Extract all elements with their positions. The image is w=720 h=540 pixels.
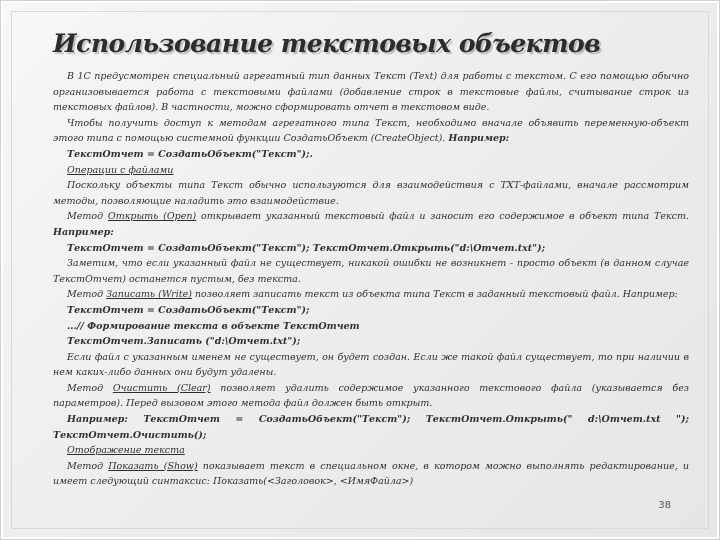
code-token: ТекстОтчет <box>143 414 220 426</box>
paragraph-file-create-note: Если файл с указанным именем не существует, он будет создан. Если же такой файл существует, то при наличии в нем каких-либо данных они будут удалены. <box>53 351 689 379</box>
code-token: = <box>235 414 244 426</box>
code-line: ТекстОтчет = СоздатьОбъект("Текст"); <box>67 304 310 316</box>
section-heading-file-operations: Операции с файлами <box>67 164 174 176</box>
slide-body <box>53 69 689 490</box>
code-line: ТекстОтчет = СоздатьОбъект("Текст"); ТекстОтчет.Открыть("d:\Отчет.txt"); <box>67 242 546 254</box>
method-clear-link: Очистить (Clear) <box>112 382 211 394</box>
code-token: d:\Отчет.txt <box>587 414 661 426</box>
code-line: ТекстОтчет.Очистить(); <box>53 429 207 441</box>
section-heading-text-display: Отображение текста <box>67 445 185 457</box>
paragraph-text: Метод <box>67 211 108 223</box>
paragraph-open-method <box>53 209 689 240</box>
paragraph-text: Чтобы получить доступ к методам агрегатного типа Текст, необходимо вначале объявить переменную-объект этого типа с помощью системной функции СоздатьОбъект (CreateObject). <box>53 117 689 145</box>
example-label: Например: <box>448 133 510 145</box>
code-line: ТекстОтчет.Записать ("d:\Отчет.txt"); <box>67 336 301 348</box>
example-label: Например: <box>53 226 114 238</box>
paragraph-empty-object-note: Заметим, что если указанный файл не существует, никакой ошибки не возникнет - просто объект (в данном случае ТекстОтчет) останется пустым, без текста. <box>53 258 689 285</box>
page-number: 38 <box>658 500 671 511</box>
paragraph-create-object <box>53 116 689 147</box>
paragraph-write-method <box>53 287 689 303</box>
paragraph-text-objects: Поскольку объекты типа Текст обычно используются для взаимодействия с ТХТ-файлами, вначале рассмотрим методы, позволяющие наладить это взаимодействие. <box>53 180 689 207</box>
paragraph-show-method <box>53 459 689 490</box>
code-line: ...// Формирование текста в объекте ТекстОтчет <box>67 320 360 332</box>
slide-title: Использование текстовых объектов <box>53 29 601 58</box>
method-open-link: Открыть (Open) <box>107 211 197 223</box>
code-token: "); <box>676 414 689 426</box>
code-line-spread <box>53 412 689 428</box>
code-token: ТекстОтчет.Открыть(" <box>425 414 573 426</box>
paragraph-text: позволяет записать текст из объекта типа Текст в заданный текстовый файл. Например: <box>191 289 678 301</box>
code-line: ТекстОтчет = СоздатьОбъект("Текст");. <box>67 148 313 160</box>
paragraph-text: показывает текст в специальном окне, в котором можно выполнять редактирование, и имеет следующий синтаксис: Показать(<Заголовок>, <ИмяФайла>) <box>53 460 689 488</box>
paragraph-text: позволяет удалить содержимое указанного текстового файла (указывается без параметров). Перед вызовом этого метода файл должен быть открыт. <box>53 382 689 410</box>
paragraph-clear-method <box>53 381 689 412</box>
paragraph-text: открывает указанный текстовый файл и заносит его содержимое в объект типа Текст. <box>196 211 689 223</box>
method-show-link: Показать (Show) <box>108 460 198 472</box>
example-label: Например: <box>67 414 128 426</box>
method-write-link: Записать (Write) <box>106 289 192 301</box>
paragraph-intro: В 1С предусмотрен специальный агрегатный тип данных Текст (Text) для работы с текстом. С его помощью обычно организовывается работа с текстовыми файлами (добавление строк в текстовые файлы, считывание строк из текстовых файлов). В частности, можно сформировать отчет в текстовом виде. <box>53 71 689 114</box>
paragraph-text: Метод <box>67 460 109 472</box>
paragraph-text: Метод <box>67 289 107 301</box>
paragraph-text: Метод <box>67 382 113 394</box>
code-token: СоздатьОбъект("Текст"); <box>258 414 411 426</box>
